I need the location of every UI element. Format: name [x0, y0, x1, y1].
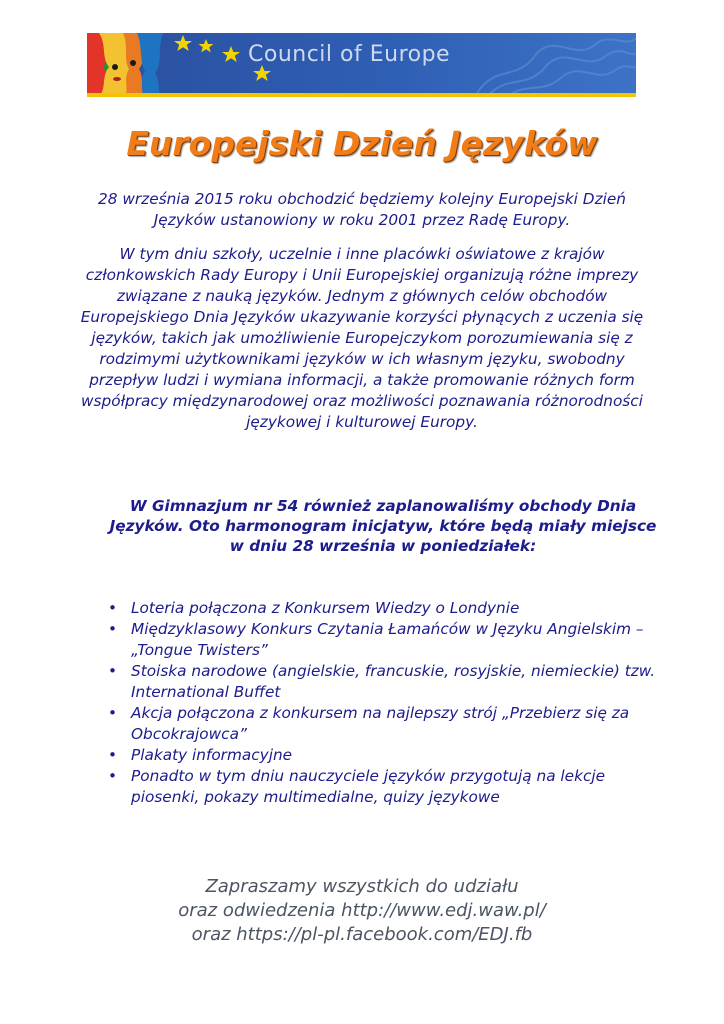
council-of-europe-banner	[87, 33, 636, 97]
school-announcement: W Gimnazjum nr 54 również zaplanowaliśmy obchody Dnia Języków. Oto harmonogram inicjatyw, które będą miały miejsce w dniu 28 września w poniedziałek:	[109, 497, 657, 555]
bullet-icon: •	[108, 662, 118, 680]
list-item-text: Akcja połączona z konkursem na najlepszy strój „Przebierz się za Obcokrajowca”	[131, 704, 630, 743]
list-item	[106, 703, 666, 745]
description-paragraph: W tym dniu szkoły, uczelnie i inne placówki oświatowe z krajów członkowskich Rady Europy i Unii Europejskiej organizują różne imprezy związane z nauką języków. Jednym z głównych celów obchodów Europejskiego Dnia Języków ukazywanie korzyści płynących z uczenia się języków, takich jak umożliwienie Europejczykom porozumiewania się z rodzimymi użytkownikami języków w ich własnym języku, swobodny przepływ ludzi i wymiana informacji, a także promowanie różnych form współpracy międzynarodowej oraz możliwości poznawania różnorodności językowej i kulturowej Europy.	[80, 245, 644, 431]
footer-website-link[interactable]: oraz odwiedzenia http://www.edj.waw.pl/	[178, 900, 546, 921]
list-item	[106, 745, 666, 766]
list-item-text: Ponadto w tym dniu nauczyciele języków przygotują na lekcje piosenki, pokazy multimedialne, quizy językowe	[131, 767, 606, 806]
list-item	[106, 661, 666, 703]
bullet-icon: •	[108, 746, 118, 764]
list-item-text: Loteria połączona z Konkursem Wiedzy o Londynie	[131, 599, 520, 617]
bullet-icon: •	[108, 767, 118, 785]
banner-title: Council of Europe	[248, 42, 451, 67]
list-item	[106, 766, 666, 808]
list-item-text: Stoiska narodowe (angielskie, francuskie, rosyjskie, niemieckie) tzw. International Buffet	[131, 662, 656, 701]
bullet-icon: •	[108, 620, 118, 638]
page-title: Europejski Dzień Języków	[126, 124, 598, 163]
bullet-icon: •	[108, 704, 118, 722]
footer-invite-line: Zapraszamy wszystkich do udziału	[205, 876, 519, 897]
list-item	[106, 619, 666, 661]
banner-bottom-strip	[87, 93, 636, 97]
intro-paragraph: 28 września 2015 roku obchodzić będziemy kolejny Europejski Dzień Języków ustanowiony w roku 2001 przez Radę Europy.	[98, 190, 626, 229]
footer-facebook-link[interactable]: oraz https://pl-pl.facebook.com/EDJ.fb	[191, 924, 533, 945]
bullet-icon: •	[108, 599, 118, 617]
footer-invitation	[0, 875, 724, 947]
list-item-text: Plakaty informacyjne	[131, 746, 293, 764]
list-item	[106, 598, 666, 619]
events-list	[106, 598, 666, 808]
list-item-text: Międzyklasowy Konkurs Czytania Łamańców w Języku Angielskim – „Tongue Twisters”	[131, 620, 644, 659]
